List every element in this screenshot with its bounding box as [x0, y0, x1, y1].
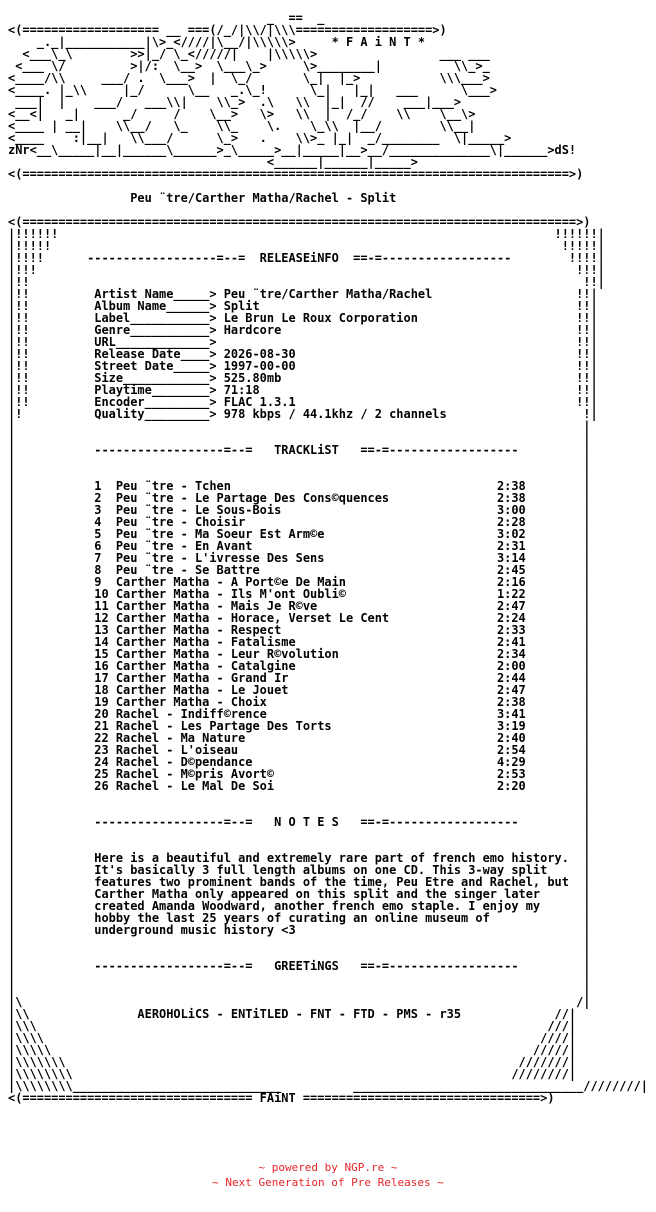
footer-tagline: ~ Next Generation of Pre Releases ~: [212, 1176, 444, 1189]
nfo-ascii-document: _ == _ <(=================== __ ===(/_/|\\/|\\\===================>) _._|___________|\>_<////|\__/|\\\\\> * F A i N T * <___\_\ >>|_/ \_</////| |\\\\\> ___ ___ <___ \/ >|/: \__> \___\_> \>________| \\_>_ <____/\\ ___/ . \___> | \_/ \_| |_> \\\___> <____. |_\\ |_/ \__ _.\_! \_| |_| ___ \___> ___| | ___/ ___\\| \\_> .\ \\ |_| // ___|___> <__<| _| _/ / \__> \> \\ | /_/ \\ \__\> <____ | __| \\__/ \_ \\_ \. \_\\ |__/ \\__| <____ :|__| \\___/ \_> . \\>_ |_| _/________ \|_____> zNr<__\_____|__|______\______>_\_____>__|_____|__>__/______________\|______>dS! <______|______|_____> <(============================================================================>) Peu ¨tre/Carther Matha/Rachel - Split <(=============================================================================>) |!!!!!! !!!!!!| |!!!!! !!!!!| |!!!! ------------------=--= RELEASEiNFO ==-=------------------ !!!!| |!!! !!!| |!! !!| |!! Artist Name_____> Peu ¨tre/Carther Matha/Rachel !!| |!! Album Name______> Split !!| |!! Label___________> Le Brun Le Roux Corporation !!| |!! Genre___________> Hardcore !!| |!! URL_____________> !!| |!! Release Date____> 2026-08-30 !!| |!! Street Date_____> 1997-00-00 !!| |!! Size____________> 525.80mb !!| |!! Playtime________> 71:18 !!| |!! Encoder_________> FLAC 1.3.1 !!| |! Quality_________> 978 kbps / 44.1khz / 2 channels !| | | | | | ------------------=--= TRACKLiST ==-=------------------ | | | | | | 1 Peu ¨tre - Tchen 2:38 | | 2 Peu ¨tre - Le Partage Des Cons©quences 2:38 | | 3 Peu ¨tre - Le Sous-Bois 3:00 | | 4 Peu ¨tre - Choisir 2:28 | | 5 Peu ¨tre - Ma Soeur Est Arm©e 3:02 | | 6 Peu ¨tre - En Avant 2:31 | | 7 Peu ¨tre - L'ivresse Des Sens 3:14 | | 8 Peu ¨tre - Se Battre 2:45 | | 9 Carther Matha - A Port©e De Main 2:16 | | 10 Carther Matha - Ils M'ont Oubli© 1:22 | | 11 Carther Matha - Mais Je R©ve 2:47 | | 12 Carther Matha - Horace, Verset Le Cent 2:24 | | 13 Carther Matha - Respect 2:33 | | 14 Carther Matha - Fatalisme 2:41 | | 15 Carther Matha - Leur R©volution 2:34 | | 16 Carther Matha - Catalgine 2:00 | | 17 Carther Matha - Grand Ir 2:44 | | 18 Carther Matha - Le Jouet 2:47 | | 19 Carther Matha - Choix 2:38 | | 20 Rachel - Indiff©rence 3:41 | | 21 Rachel - Les Partage Des Torts 3:19 | | 22 Rachel - Ma Nature 2:40 | | 23 Rachel - L'oiseau 2:54 | | 24 Rachel - D©pendance 4:29 | | 25 Rachel - M©pris Avort© 2:53 | | 26 Rachel - Le Mal De Soi 2:20 | | | | | | ------------------=--= N O T E S ==-=------------------ | | | | | | Here is a beautiful and extremely rare part of french emo history. | | It's basically 3 full length albums on one CD. This 3-way split | | features two prominent bands of the time, Peu Etre and Rachel, but | | Carther Matha only appeared on this split and the singer later | | created Amanda Woodward, another french emo staple. I enjoy my | | hobby the last 25 years of curating an online museum of | | underground music history <3 | | | | | | ------------------=--= GREETiNGS ==-=------------------ | | | | | |\ /| |\\ AEROHOLiCS - ENTiTLED - FNT - FTD - PMS - r35 //| |\\\ ///| |\\\\ ////| |\\\\\ /////| |\\\\\\\ ///////| |\\\\\\\\ ////////| |\\\\\\\\_____________________________ ________________________________////////| <(================================ FAiNT =================================>): [8, 11, 648, 1105]
footer-powered-by: ~ powered by NGP.re ~: [258, 1161, 398, 1174]
